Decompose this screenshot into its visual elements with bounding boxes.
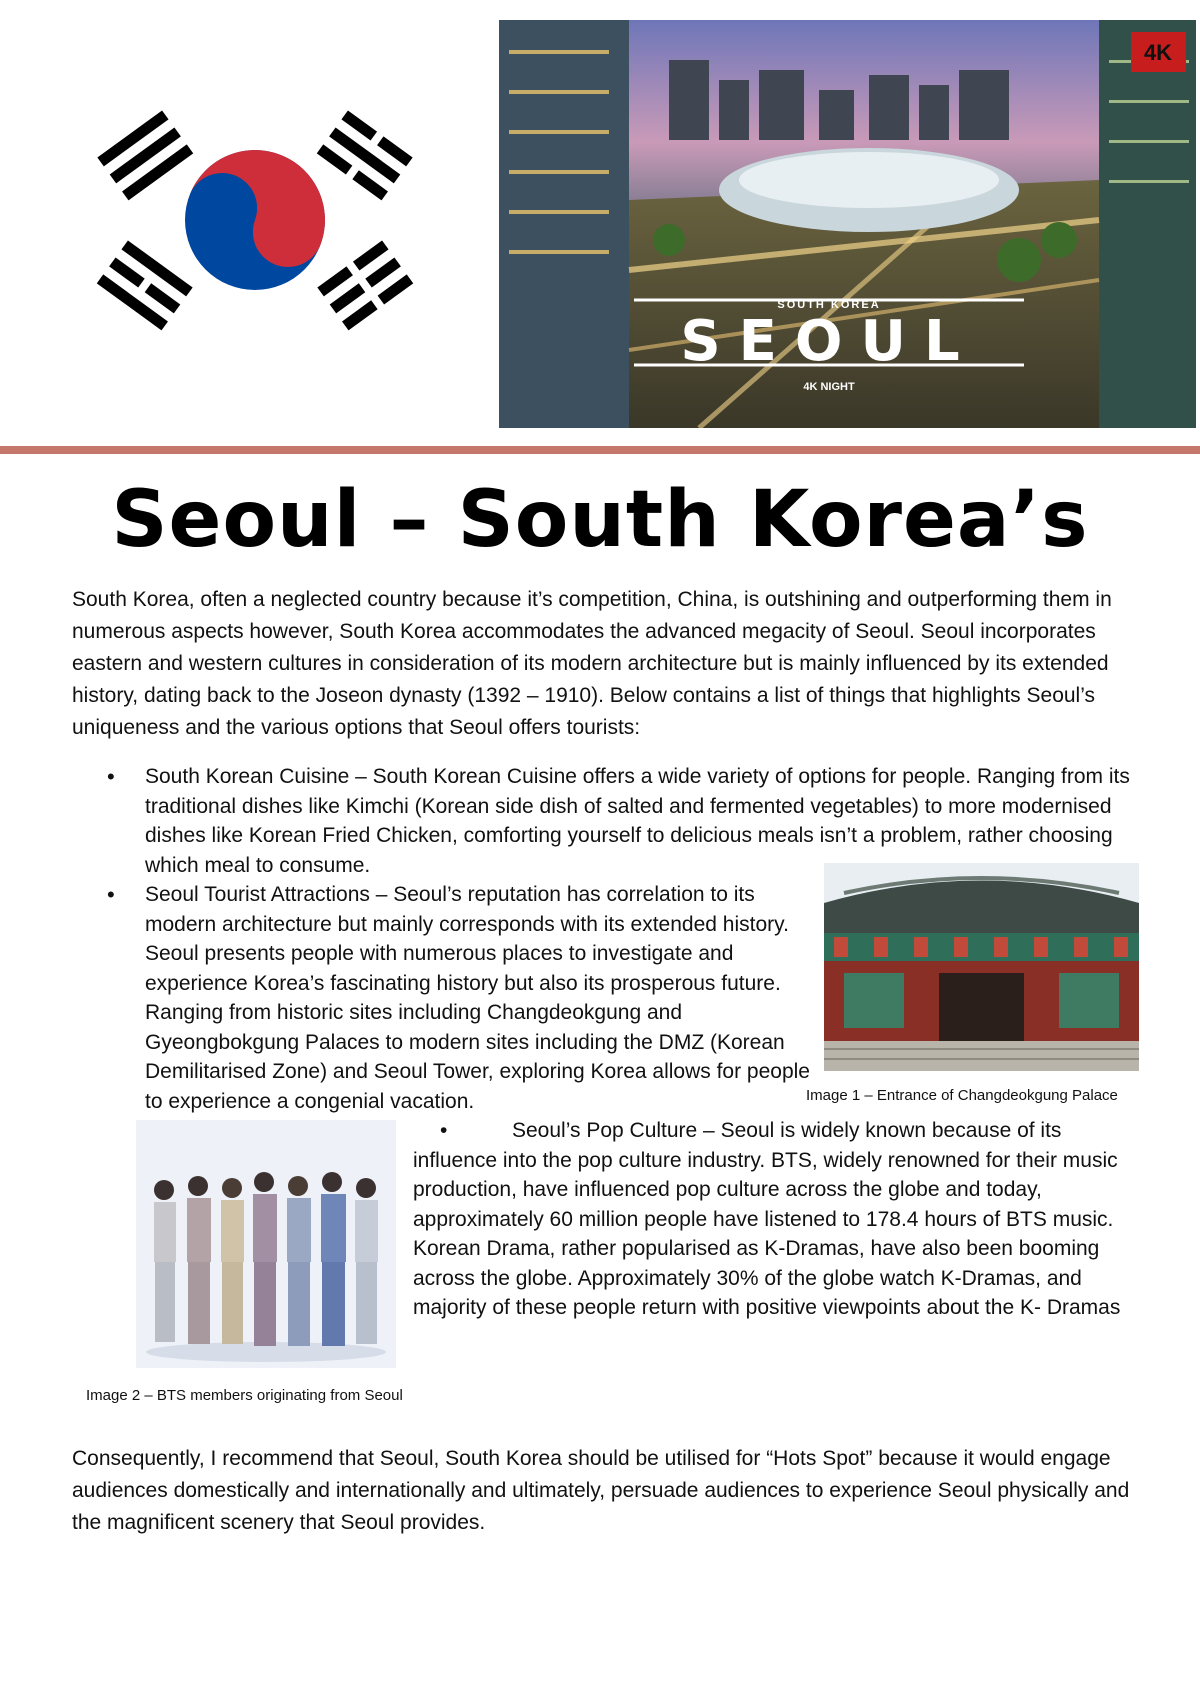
changdeokgung-palace-image bbox=[824, 863, 1139, 1071]
list-item-text: Seoul’s Pop Culture – Seoul is widely known because of its influence into the pop culture industry. BTS, widely renowned for their music production, have influenced pop culture across the globe and today, approximately 60 million people have listened to 178.4 hours of BTS music. Korean Drama, rather popularised as K-Dramas, have also been booming across the globe. Approximately 30% of the globe watch K-Dramas, and majority of these people return with positive viewpoints about the K- Dramas bbox=[413, 1119, 1121, 1319]
banner-small-text: SOUTH KOREA bbox=[777, 299, 881, 311]
page-title: Seoul – South Korea’s bbox=[111, 475, 1089, 565]
banner-sub-text: 4K NIGHT bbox=[803, 381, 855, 393]
list-item-text: South Korean Cuisine – South Korean Cuisine offers a wide variety of options for people. Ranging from its traditional dishes like Kimchi (Korean side dish of salted and fermented vegetables) to more modernised dishes like Korean Fried Chicken, comforting yourself to delicious meals isn’t a problem, rather choosing which meal to consume. bbox=[145, 765, 1130, 877]
intro-paragraph: South Korea, often a neglected country because it’s competition, China, is outshining and outperforming them in numerous aspects however, South Korea accommodates the advanced megacity of Seoul. Seoul incorporates eastern and western cultures in consideration of its modern architecture but is mainly influenced by its extended history, dating back to the Joseon dynasty (1392 – 1910). Below contains a list of things that highlights Seoul’s uniqueness and the various options that Seoul offers tourists: bbox=[72, 588, 1112, 739]
divider-rule bbox=[0, 446, 1200, 454]
seoul-night-photo bbox=[499, 20, 1196, 428]
trigram-gam bbox=[317, 110, 413, 200]
list-item-attractions bbox=[72, 880, 812, 1116]
trigram-ri bbox=[97, 240, 193, 330]
4k-badge-text: 4K bbox=[1143, 40, 1173, 65]
image2-caption: Image 2 – BTS members originating from Seoul bbox=[86, 1387, 403, 1404]
trigram-geon bbox=[97, 110, 193, 200]
south-korea-flag-image bbox=[95, 95, 415, 345]
taegeukgi-icon bbox=[95, 95, 415, 345]
bullet-icon: • bbox=[440, 1119, 448, 1142]
image1-caption: Image 1 – Entrance of Changdeokgung Palace bbox=[806, 1087, 1118, 1104]
list-item-pop-culture bbox=[413, 1116, 1123, 1323]
list-item-text: Seoul Tourist Attractions – Seoul’s reputation has correlation to its modern architecture but mainly corresponds with its extended history. Seoul presents people with numerous places to investigate and experience Korea’s fascinating history but also its prosperous future. Ranging from historic sites including Changdeokgung and Gyeongbokgung Palaces to modern sites including the DMZ (Korean Demilitarised Zone) and Seoul Tower, exploring Korea allows for people to experience a congenial vacation. bbox=[145, 883, 810, 1113]
trigram-gon bbox=[317, 240, 413, 330]
bullet-icon: • bbox=[107, 764, 115, 789]
bullet-icon: • bbox=[107, 882, 115, 907]
bullet-list bbox=[72, 880, 812, 1116]
closing-paragraph: Consequently, I recommend that Seoul, South Korea should be utilised for “Hots Spot” because it would engage audiences domestically and internationally and ultimately, persuade audiences to experience Seoul physically and the magnificent scenery that Seoul provides. bbox=[72, 1447, 1130, 1534]
bts-members-image bbox=[136, 1120, 396, 1368]
banner-big-text: SEOUL bbox=[680, 309, 978, 374]
